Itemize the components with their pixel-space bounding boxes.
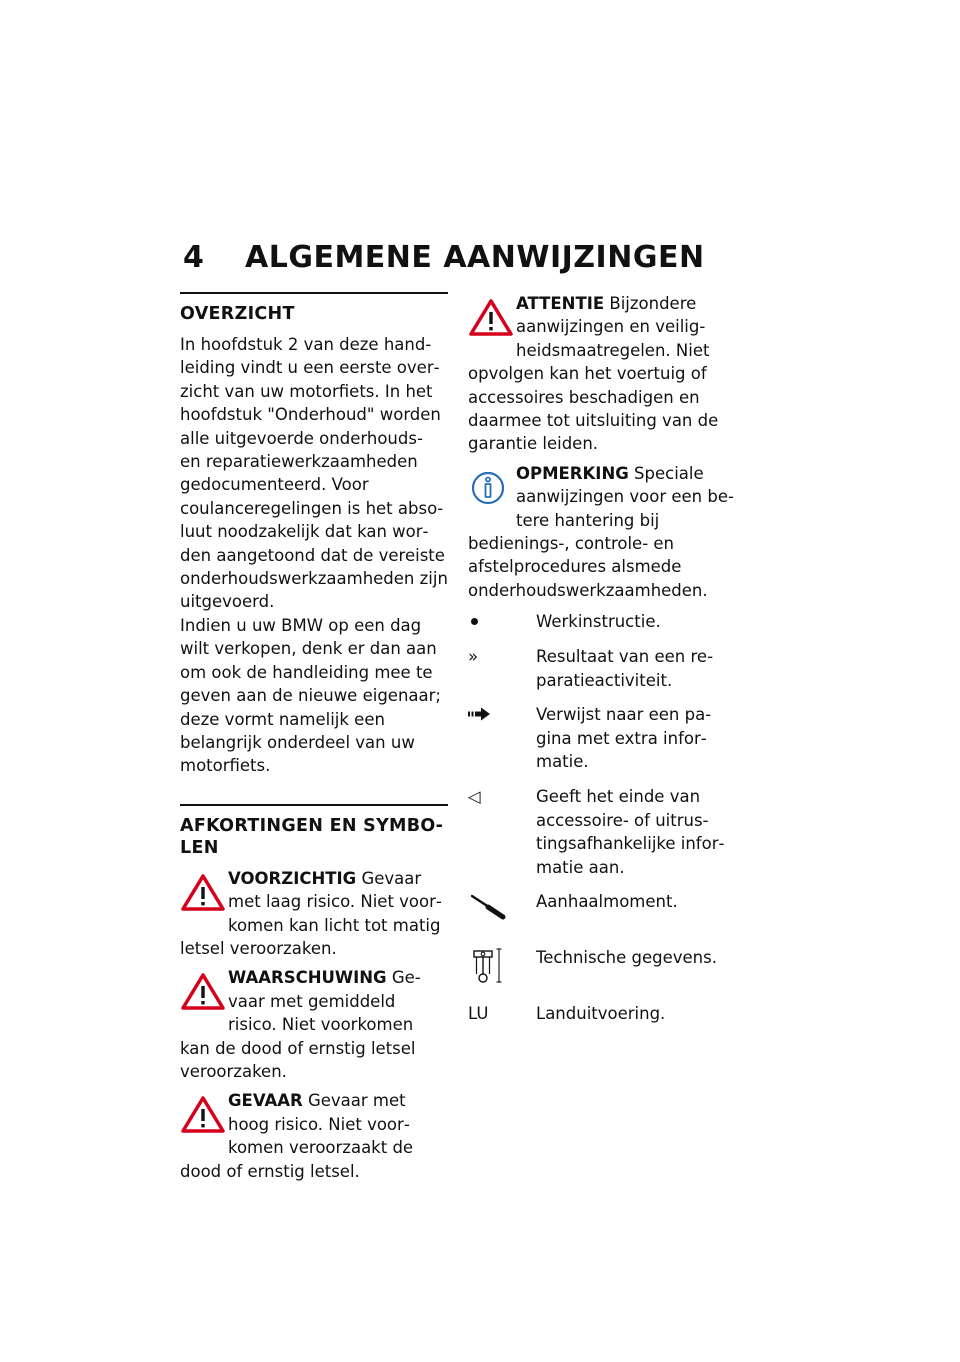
chapter-title bbox=[183, 240, 705, 275]
symbol-row bbox=[468, 946, 738, 1002]
notice-text: Gevaar met laag risico. Niet voorkomen kan licht tot matig letsel veroorzaken. bbox=[180, 868, 442, 958]
chapter-number: 4 bbox=[183, 240, 205, 275]
overview-heading: OVERZICHT bbox=[180, 304, 295, 324]
symbol-description: Aanhaalmoment. bbox=[536, 892, 678, 912]
notice-remark bbox=[468, 462, 738, 602]
warning-triangle-icon bbox=[468, 296, 514, 340]
notice-text: Gevaar met gemiddeld risico. Niet voorkomen kan de dood of ernstig letsel veroorzaken. bbox=[180, 968, 421, 1081]
torque-wrench-icon bbox=[468, 890, 536, 928]
symbol-description: Verwijst naar een pagina met extra informatie. bbox=[536, 705, 712, 772]
page-reference-arrow-icon bbox=[468, 703, 536, 727]
right-column bbox=[468, 292, 738, 1032]
symbol-row bbox=[468, 785, 738, 890]
warning-triangle-icon bbox=[180, 871, 226, 915]
symbol-description: Geeft het einde van accessoire- of uitrustingsafhankelijke informatie aan. bbox=[536, 787, 725, 877]
symbol-description: Resultaat van een reparatieactiviteit. bbox=[536, 647, 714, 690]
symbol-row bbox=[468, 645, 738, 703]
notice-danger bbox=[180, 1089, 448, 1183]
symbol-description: Technische gegevens. bbox=[536, 948, 717, 968]
notice-caution bbox=[180, 867, 448, 961]
notice-keyword: OPMERKING bbox=[516, 463, 629, 483]
notice-text: Bijzondere aanwijzingen en veiligheidsmaatregelen. Niet opvolgen kan het voertuig of accessoires beschadigen en daarmee tot uitsluiting van de garantie leiden. bbox=[468, 294, 719, 454]
symbol-row bbox=[468, 703, 738, 785]
warning-triangle-icon bbox=[180, 1093, 226, 1137]
notice-keyword: VOORZICHTIG bbox=[228, 868, 357, 888]
notice-text: Speciale aanwijzingen voor een betere hantering bij bedienings-, controle- en afstelprocedures alsmede onderhoudswerkzaamheden. bbox=[468, 463, 734, 600]
section-rule bbox=[180, 804, 448, 806]
notice-keyword: ATTENTIE bbox=[516, 294, 605, 313]
left-column bbox=[180, 292, 448, 1183]
abbreviations-heading: AFKORTINGEN EN SYMBOLEN bbox=[180, 815, 443, 858]
warning-triangle-icon bbox=[180, 970, 226, 1014]
result-icon: » bbox=[468, 647, 479, 667]
bullet-icon bbox=[468, 610, 536, 633]
overview-paragraph-1: In hoofdstuk 2 van deze handleiding vindt u een eerste overzicht van uw motorfiets. In het hoofdstuk "Onderhoud" worden alle uitgevoerde onderhouds- en reparatiewerkzaamheden gedocumenteerd. Voor coulanceregelingen is het absoluut noodzakelijk dat kan worden aangetoond dat de vereiste onderhoudswerkzaamheden zijn uitgevoerd. bbox=[180, 335, 448, 612]
notice-keyword: WAARSCHUWING bbox=[228, 968, 387, 988]
technical-data-icon bbox=[468, 946, 536, 992]
notice-attention bbox=[468, 292, 738, 456]
info-icon bbox=[468, 466, 514, 510]
end-triangle-icon: ◁ bbox=[468, 787, 481, 807]
symbol-row bbox=[468, 1002, 738, 1032]
symbol-row bbox=[468, 610, 738, 645]
section-rule bbox=[180, 292, 448, 294]
chapter-title-text: ALGEMENE AANWIJZINGEN bbox=[245, 240, 705, 275]
notice-warning bbox=[180, 966, 448, 1083]
symbol-list bbox=[468, 610, 738, 1032]
notice-text: Gevaar met hoog risico. Niet voorkomen veroorzaakt de dood of ernstig letsel. bbox=[180, 1091, 414, 1181]
symbol-description: Landuitvoering. bbox=[536, 1004, 666, 1024]
notice-keyword: GEVAAR bbox=[228, 1091, 303, 1111]
symbol-row bbox=[468, 890, 738, 946]
overview-paragraph-2: Indien u uw BMW op een dag wilt verkopen, denk er dan aan om ook de handleiding mee te geven aan de nieuwe eigenaar; deze vormt namelijk een belangrijk onderdeel van uw motorfiets. bbox=[180, 615, 441, 776]
symbol-description: Werkinstructie. bbox=[536, 612, 661, 632]
country-version-label: LU bbox=[468, 1004, 489, 1024]
